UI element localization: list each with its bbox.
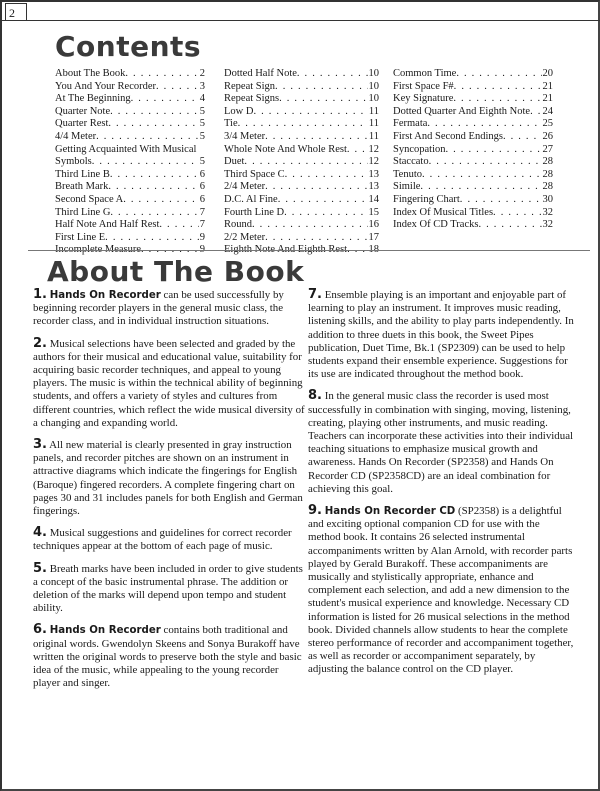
toc-leader-dots — [285, 169, 368, 182]
toc-entry-page: 5 — [199, 118, 205, 130]
toc-entry-title: Repeat Sign — [224, 80, 276, 92]
toc-entry-title: Breath Mark — [55, 181, 109, 193]
toc-entry — [55, 93, 205, 106]
toc-entry-page: 24 — [542, 105, 553, 117]
toc-leader-dots — [420, 181, 541, 194]
toc-leader-dots — [265, 181, 367, 194]
toc-entry-page: 28 — [542, 168, 553, 180]
paragraph-8: 8. In the general music class the recorder is used most successfully in combination with singing, moving, listening, creating, playing other instruments, and music reading. Teachers can incorporate these activities into their individual teaching situations to emphasize musical growth and awareness. Hands On Recorder (SP2358) and Hands On Recorder CD (SP2358CD) are an ideal combination for achieving this goal. — [308, 388, 574, 495]
toc-entry — [393, 93, 553, 106]
toc-entry-title: Tie — [224, 118, 238, 130]
toc-entry — [393, 106, 553, 119]
toc-entry — [393, 81, 553, 94]
toc-leader-dots — [92, 156, 199, 169]
toc-leader-dots — [252, 219, 367, 232]
toc-entry-page: 5 — [199, 130, 205, 142]
toc-entry — [224, 118, 379, 131]
toc-leader-dots — [284, 207, 367, 220]
toc-entry — [393, 169, 553, 182]
toc-leader-dots — [108, 118, 198, 131]
toc-entry-page: 11 — [368, 105, 379, 117]
toc-entry-title: Whole Note And Whole Rest — [224, 143, 347, 155]
toc-entry-title: Fingering Chart — [393, 193, 460, 205]
toc-leader-dots — [110, 169, 199, 182]
toc-leader-dots — [478, 219, 541, 232]
toc-leader-dots — [156, 81, 199, 94]
toc-entry-title: Third Line G — [55, 206, 111, 218]
toc-entry-title: First Line E — [55, 231, 106, 243]
toc-leader-dots — [105, 232, 199, 245]
toc-entry-title: Syncopation — [393, 143, 446, 155]
toc-leader-dots — [446, 144, 542, 157]
toc-entry-page: 10 — [368, 80, 379, 92]
toc-entry — [55, 207, 205, 220]
toc-leader-dots — [265, 131, 368, 144]
toc-entry-title: Key Signature — [393, 93, 454, 105]
toc-entry-title: D.C. Al Fine — [224, 193, 278, 205]
toc-entry-page: 32 — [542, 219, 553, 231]
toc-entry-title: At The Beginning — [55, 93, 131, 105]
toc-entry-title: Round — [224, 219, 253, 231]
toc-entry — [55, 131, 205, 144]
page-number: 2 — [5, 3, 27, 21]
toc-entry — [393, 207, 553, 220]
toc-entry-page: 12 — [368, 156, 379, 168]
toc-leader-dots — [460, 194, 542, 207]
toc-entry-page: 15 — [368, 206, 379, 218]
toc-leader-dots — [347, 144, 368, 157]
toc-entry-page: 2 — [199, 68, 205, 79]
toc-entry-page: 11 — [368, 130, 379, 142]
paragraph-2: 2. Musical selections have been selected and graded by the authors for their musical and educational value, suitability for acquiring basic recorder techniques, and appeal to young players. The music is within the technical ability of beginning students, and offers a variety of styles and cultures from different countries, which reflect the wide musical diversity of a changing and expanding world. — [33, 335, 305, 429]
toc-leader-dots — [110, 207, 198, 220]
toc-entry-page: 30 — [542, 193, 553, 205]
toc-leader-dots — [279, 93, 367, 106]
toc-leader-dots — [297, 68, 368, 81]
toc-entry-title: Low D — [224, 105, 254, 117]
toc-entry-title: Second Space A — [55, 193, 124, 205]
toc-entry-page: 26 — [542, 130, 553, 142]
toc-entry-page: 28 — [542, 181, 553, 193]
paragraph-6: 6. Hands On Recorder contains both traditional and original words. Gwendolyn Skeens and Sonya Burakoff have written the original words to preserve both the style and basic idea of the music, while appealing to the young recorder player and singer. — [33, 622, 302, 690]
toc-entry — [55, 106, 205, 119]
toc-entry-title: Getting Acquainted With Musical — [55, 143, 197, 155]
toc-leader-dots — [253, 106, 367, 119]
toc-entry — [55, 118, 205, 131]
toc-entry-title: Repeat Signs — [224, 93, 280, 105]
toc-entry — [224, 169, 379, 182]
toc-entry-page: 3 — [199, 80, 205, 92]
toc-entry-page: 16 — [368, 219, 379, 231]
toc-entry-page: 5 — [199, 156, 205, 168]
toc-entry — [224, 207, 379, 220]
toc-entry — [393, 156, 553, 169]
toc-entry-page: 17 — [368, 231, 379, 243]
toc-entry-title: Duet — [224, 156, 245, 168]
toc-entry-title: Third Line B — [55, 168, 110, 180]
toc-entry — [224, 232, 379, 245]
toc-entry-page: 9 — [199, 244, 205, 256]
toc-entry — [224, 219, 379, 232]
toc-entry-title: 2/2 Meter — [224, 231, 266, 243]
toc-entry-page: 13 — [368, 181, 379, 193]
toc-entry-title: Dotted Quarter And Eighth Note — [393, 105, 531, 117]
toc-column-2 — [224, 68, 379, 257]
toc-leader-dots — [530, 106, 541, 119]
toc-entry-title: 2/4 Meter — [224, 181, 266, 193]
toc-entry-page: 5 — [199, 105, 205, 117]
toc-entry-title: Half Note And Half Rest — [55, 219, 160, 231]
section-divider — [28, 250, 590, 251]
toc-entry — [55, 181, 205, 194]
about-column-right — [308, 288, 574, 685]
toc-entry — [393, 131, 553, 144]
toc-entry — [393, 181, 553, 194]
toc-entry — [224, 194, 379, 207]
toc-entry-title: You And Your Recorder — [55, 80, 157, 92]
toc-entry — [55, 169, 205, 182]
toc-entry-title: 3/4 Meter — [224, 130, 266, 142]
toc-entry-title: About The Book — [55, 68, 126, 79]
paragraph-5: 5. Breath marks have been included in order to give students a concept of the basic instrumental phrase. The addition or deletion of the marks will depend upon tempo and student ability. — [33, 560, 303, 615]
toc-entry-page: 27 — [542, 143, 553, 155]
toc-column-3 — [393, 68, 553, 232]
toc-entry — [224, 144, 379, 157]
toc-entry-title: Index Of CD Tracks — [393, 219, 479, 231]
toc-entry-title: Incomplete Measure — [55, 244, 142, 256]
toc-entry — [393, 118, 553, 131]
toc-entry-page: 13 — [368, 168, 379, 180]
toc-leader-dots — [125, 68, 198, 81]
toc-leader-dots — [123, 194, 199, 207]
toc-leader-dots — [454, 81, 542, 94]
toc-entry-title: First Space F# — [393, 80, 454, 92]
toc-entry-page: 6 — [199, 181, 205, 193]
toc-entry-page: 14 — [368, 193, 379, 205]
toc-entry — [224, 131, 379, 144]
toc-entry-title: Index Of Musical Titles — [393, 206, 494, 218]
toc-entry-title: 4/4 Meter — [55, 130, 97, 142]
toc-column-1 — [55, 68, 205, 257]
toc-leader-dots — [429, 156, 542, 169]
toc-entry-page: 7 — [199, 219, 205, 231]
toc-leader-dots — [159, 219, 198, 232]
toc-entry-title: Common Time — [393, 68, 457, 79]
contents-heading: Contents — [55, 30, 202, 63]
toc-entry — [393, 68, 553, 81]
toc-entry-title: Dotted Half Note — [224, 68, 297, 79]
paragraph-7: 7. Ensemble playing is an important and enjoyable part of learning to play an instrument. It improves music reading, listening skills, and the ability to play parts independently. In addition to three duets in this book, the Sweet Pipes publication, Duet Time, Bk.1 (SP2309) can be used to help students expand their ensemble experience. Suggestions for its use are indicated throughout the method book. — [308, 287, 574, 381]
about-heading: About The Book — [47, 255, 305, 288]
toc-entry-page: 21 — [542, 93, 553, 105]
toc-entry-page: 20 — [542, 68, 553, 79]
toc-leader-dots — [96, 131, 199, 144]
toc-leader-dots — [453, 93, 541, 106]
about-column-left — [33, 288, 305, 698]
toc-leader-dots — [503, 131, 542, 144]
toc-leader-dots — [456, 68, 541, 81]
toc-entry-title: Fourth Line D — [224, 206, 285, 218]
toc-leader-dots — [244, 156, 367, 169]
paragraph-4: 4. Musical suggestions and guidelines for correct recorder techniques appear at the bottom of each page of music. — [33, 525, 292, 553]
paragraph-9: 9. Hands On Recorder CD (SP2358) is a delightful and exciting optional companion CD for use with the method book. It contains 26 selected instrumental accompaniments written by Alan Arnold, with recorder parts played by Gerald Burakoff. These accompaniments are musically and stylistically appropriate, enhance and complement each selection, and add a new dimension to the student's musical experience and knowledge. Necessary CD information is listed for 26 musical selections in the method book. Divided channels allow students to hear the complete stereo performance of recorder and accompaniment together, as well as recorder or accompaniment separately, by adjusting the balance control on the CD player. — [308, 503, 574, 676]
toc-entry-title: Quarter Note — [55, 105, 111, 117]
toc-entry — [55, 144, 205, 157]
toc-leader-dots — [238, 118, 368, 131]
toc-entry — [55, 194, 205, 207]
toc-entry — [55, 81, 205, 94]
toc-leader-dots — [422, 169, 541, 182]
toc-entry — [55, 232, 205, 245]
toc-entry — [393, 194, 553, 207]
toc-entry-page: 6 — [199, 193, 205, 205]
toc-entry-page: 28 — [542, 156, 553, 168]
toc-entry-title: First And Second Endings — [393, 130, 503, 142]
toc-entry — [224, 93, 379, 106]
toc-leader-dots — [275, 81, 367, 94]
toc-entry-page: 9 — [199, 231, 205, 243]
paragraph-3: 3. All new material is clearly presented in gray instruction panels, and recorder pitches are shown on an instrument in attractive diagrams which indicate the fingerings for English (Baroque) fingered recorders. A complete fingering chart on pages 30 and 31 includes panels for both English and German fingerings. — [33, 437, 303, 518]
toc-entry-title: Tenuto — [393, 168, 423, 180]
toc-entry-title: Third Space C — [224, 168, 285, 180]
toc-entry-page: 12 — [368, 143, 379, 155]
toc-entry-page: 21 — [542, 80, 553, 92]
toc-entry-page: 32 — [542, 206, 553, 218]
toc-leader-dots — [110, 106, 199, 119]
toc-entry-page: 11 — [368, 118, 379, 130]
toc-entry — [224, 156, 379, 169]
toc-entry — [224, 68, 379, 81]
toc-entry-title: Symbols — [55, 156, 92, 168]
toc-entry-page: 10 — [368, 68, 379, 79]
toc-leader-dots — [265, 232, 367, 245]
toc-entry-page: 6 — [199, 168, 205, 180]
toc-leader-dots — [108, 181, 198, 194]
toc-entry-page: 18 — [368, 244, 379, 256]
toc-entry-title: Quarter Rest — [55, 118, 109, 130]
toc-entry-page: 7 — [199, 206, 205, 218]
toc-entry-title: Simile — [393, 181, 421, 193]
paragraph-1: 1. Hands On Recorder can be used successfully by beginning recorder players in the general music class, the recorder class, and in individual instruction situations. — [33, 287, 284, 328]
toc-entry — [224, 106, 379, 119]
toc-entry-title: Eighth Note And Eighth Rest — [224, 244, 348, 256]
toc-entry — [393, 144, 553, 157]
toc-entry — [55, 156, 205, 169]
toc-entry-page: 4 — [199, 93, 205, 105]
toc-leader-dots — [131, 93, 199, 106]
toc-entry — [55, 219, 205, 232]
toc-entry — [55, 68, 205, 81]
toc-entry — [224, 81, 379, 94]
toc-entry-page: 10 — [368, 93, 379, 105]
toc-entry-title: Fermata — [393, 118, 428, 130]
toc-leader-dots — [493, 207, 541, 220]
toc-entry — [224, 181, 379, 194]
top-rule — [0, 20, 600, 21]
toc-leader-dots — [427, 118, 541, 131]
toc-entry-page: 25 — [542, 118, 553, 130]
toc-leader-dots — [278, 194, 368, 207]
toc-entry-title: Staccato — [393, 156, 429, 168]
toc-entry — [393, 219, 553, 232]
